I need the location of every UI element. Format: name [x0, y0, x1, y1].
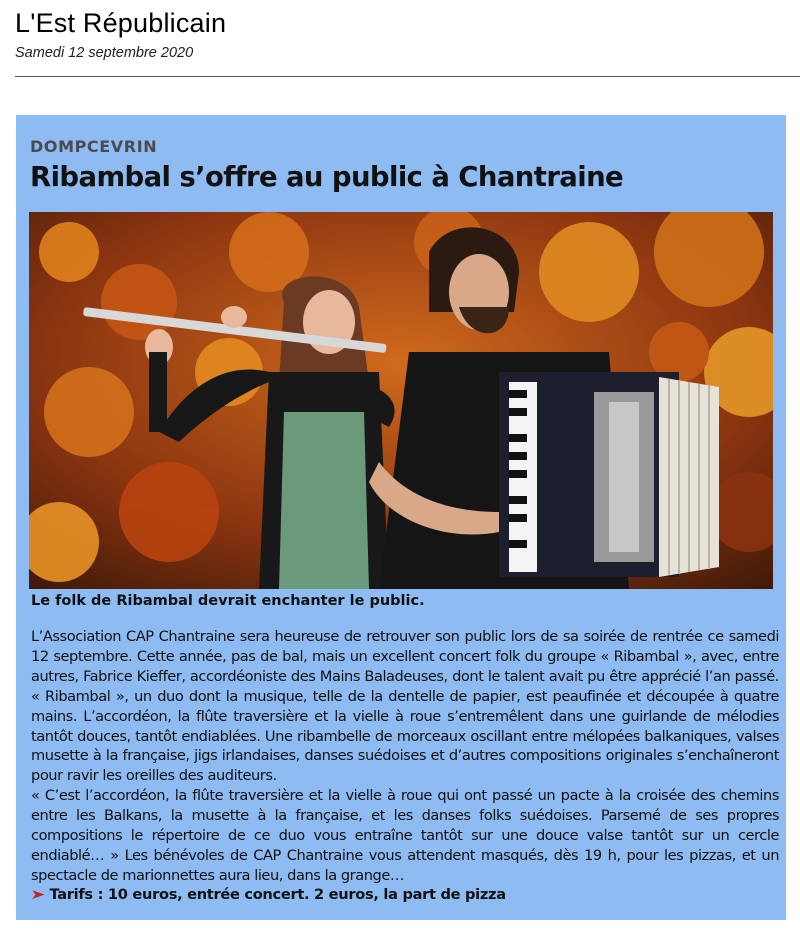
concert-photo-icon — [29, 212, 773, 589]
photo-caption: Le folk de Ribambal devrait enchanter le public. — [31, 593, 425, 609]
arrow-right-icon: ➤ — [30, 887, 46, 903]
accordion — [499, 372, 719, 577]
article-paragraph: L’Association CAP Chantraine sera heureuse de retrouver son public lors de sa soirée de rentrée ce samedi 12 septembre. Cette année, pas de bal, mais un excellent concert folk du groupe « Ribambal », avec, entre autres, Fabrice Kieffer, accordéoniste des Mains Baladeuses, dont le talent avait pu être apprécié l’an passé. « Ribambal », un duo dont la musique, telle de la dentelle de papier, est peaufinée et découpée à quatre mains. L’accordéon, la flûte traversière et la vielle à roue s’entremêlent dans une guirlande de mélodies tantôt douces, tantôt endiablées. Une ribambelle de morceaux oscillant entre mélopées balkaniques, valses musette à la française, jigs irlandaises, danses suédoises et d’autres compositions originales s’enchaîneront pour ravir les oreilles des auditeurs. — [31, 628, 779, 785]
newspaper-name: L'Est Républicain — [15, 8, 227, 38]
article-headline: Ribambal s’offre au public à Chantraine — [30, 161, 624, 193]
article-body — [31, 627, 779, 886]
publication-date: Samedi 12 septembre 2020 — [15, 45, 194, 61]
masthead-divider — [15, 76, 800, 77]
tarifs-text: Tarifs : 10 euros, entrée concert. 2 euros, la part de pizza — [49, 886, 506, 903]
article-clipping — [16, 115, 786, 920]
article-paragraph: « C’est l’accordéon, la flûte traversière et la vielle à roue qui ont passé un pacte à la croisée des chemins entre les Balkans, la musette à la française, et les danses folks suédoises. Parsemé de ses propres compositions le répertoire de ce duo vous entraîne tantôt sur une douce valse tantôt sur un cercle endiablé… » Les bénévoles de CAP Chantraine vous attendent masqués, dès 19 h, pour les pizzas, et un spectacle de marionnettes aura lieu, dans la grange… — [31, 787, 779, 884]
article-kicker: DOMPCEVRIN — [30, 137, 158, 156]
masthead — [15, 6, 795, 61]
tarifs-line — [32, 886, 506, 903]
